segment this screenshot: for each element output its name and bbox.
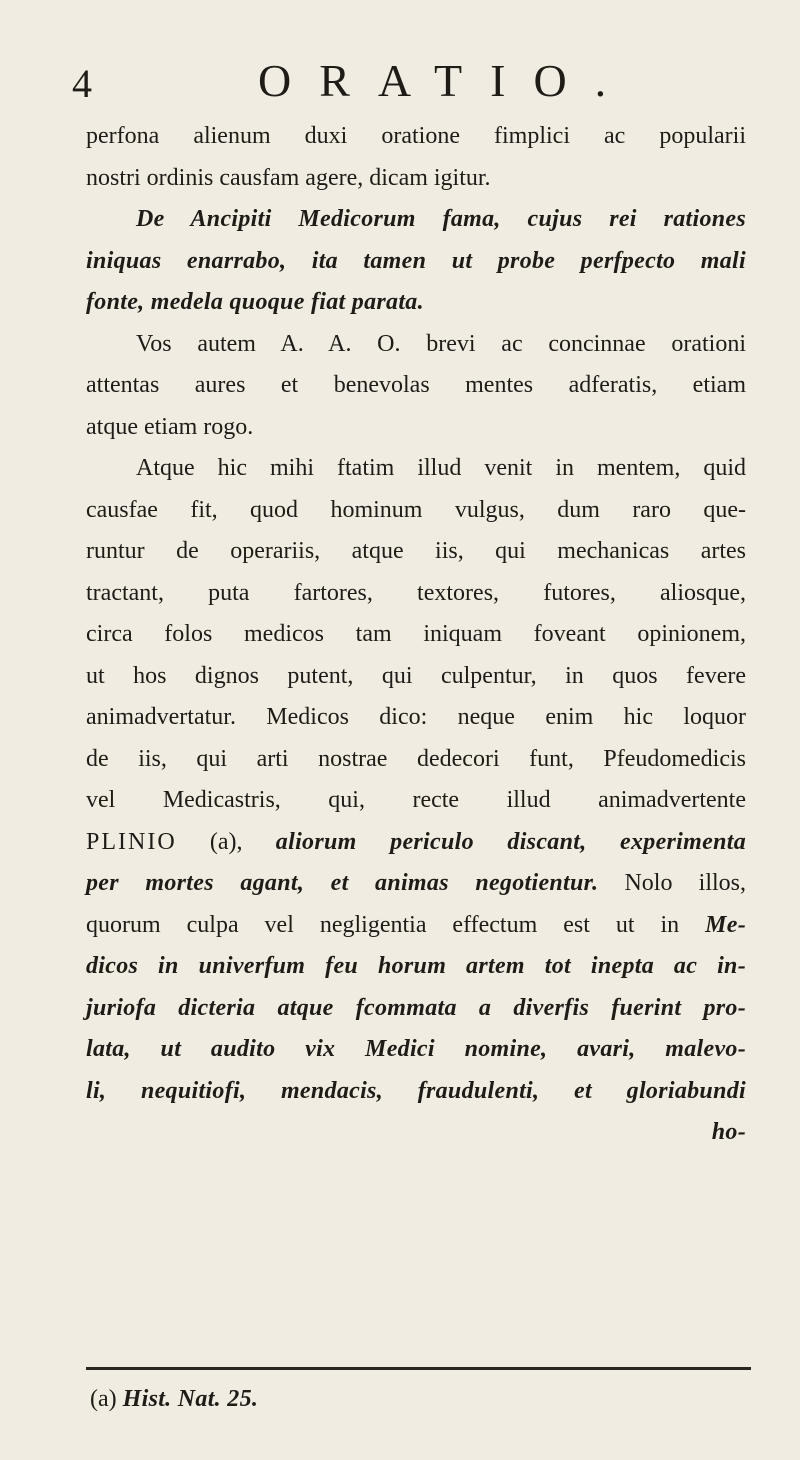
text-line bbox=[86, 905, 746, 947]
text-segment: atque etiam rogo. bbox=[86, 413, 254, 440]
text-line bbox=[86, 573, 746, 615]
footnote-text: Hist. Nat. 25. bbox=[122, 1386, 259, 1412]
text-segment: runtur de operariis, atque iis, qui mechanicas artes bbox=[86, 538, 746, 564]
italic-text: iniquas enarrabo, ita tamen ut probe perfpecto mali bbox=[86, 247, 746, 274]
footnote-rule bbox=[86, 1367, 751, 1370]
text-line bbox=[86, 1112, 746, 1154]
text-segment: nostri ordinis causfam agere, dicam igitur. bbox=[86, 164, 491, 191]
text-segment: animadvertatur. Medicos dico: neque enim hic loquor bbox=[86, 704, 746, 730]
italic-text: ho- bbox=[711, 1119, 746, 1145]
text-line bbox=[86, 282, 746, 324]
text-line bbox=[86, 780, 746, 822]
text-line bbox=[86, 365, 746, 407]
italic-text: li, nequitiofi, mendacis, fraudulenti, et gloriabundi bbox=[86, 1077, 746, 1104]
text-segment: causfae fit, quod hominum vulgus, dum raro que- bbox=[86, 496, 746, 523]
text-line bbox=[86, 656, 746, 698]
text-line bbox=[86, 199, 746, 241]
footnote bbox=[90, 1386, 258, 1413]
text-segment: quorum culpa vel negligentia effectum est ut in bbox=[86, 911, 706, 938]
running-title: ORATIO. bbox=[258, 55, 635, 106]
italic-text: fonte, medela quoque fiat parata. bbox=[86, 289, 424, 315]
text-line bbox=[86, 116, 746, 158]
text-segment: vel Medicastris, qui, recte illud animadvertente bbox=[86, 787, 746, 813]
text-line bbox=[86, 988, 746, 1030]
text-segment: Nolo illos, bbox=[598, 870, 747, 896]
italic-text: dicos in univerfum feu horum artem tot inepta ac in- bbox=[86, 953, 746, 979]
text-line bbox=[86, 946, 746, 988]
text-line bbox=[86, 1071, 746, 1113]
footnote-marker: (a) bbox=[90, 1386, 117, 1412]
text-line bbox=[86, 448, 746, 490]
text-line bbox=[86, 407, 746, 449]
text-line bbox=[86, 863, 746, 905]
text-line bbox=[86, 490, 746, 532]
text-segment: (a), bbox=[176, 828, 276, 855]
text-segment: Atque hic mihi ftatim illud venit in mentem, quid bbox=[136, 455, 746, 481]
text-line bbox=[86, 158, 746, 200]
text-line bbox=[86, 531, 746, 573]
text-line bbox=[86, 324, 746, 366]
italic-text: lata, ut audito vix Medici nomine, avari, malevo- bbox=[86, 1036, 746, 1062]
page-number: 4 bbox=[72, 61, 92, 106]
italic-text: aliorum periculo discant, experimenta bbox=[275, 828, 746, 855]
small-caps-name: PLINIO bbox=[86, 828, 177, 855]
text-segment: ut hos dignos putent, qui culpentur, in quos fevere bbox=[86, 662, 746, 689]
text-segment: tractant, puta fartores, textores, futores, aliosque, bbox=[86, 579, 746, 606]
text-line bbox=[86, 1029, 746, 1071]
text-segment: circa folos medicos tam iniquam foveant opinionem, bbox=[86, 621, 746, 647]
text-line bbox=[86, 822, 746, 864]
page-header bbox=[0, 54, 800, 114]
text-line bbox=[86, 614, 746, 656]
italic-text: per mortes agant, et animas negotientur. bbox=[86, 870, 599, 896]
text-segment: perfona alienum duxi oratione fimplici ac popularii bbox=[86, 123, 746, 149]
text-line bbox=[86, 739, 746, 781]
italic-text: De Ancipiti Medicorum fama, cujus rei rationes bbox=[136, 206, 746, 232]
text-line bbox=[86, 697, 746, 739]
italic-text: Me- bbox=[705, 911, 746, 938]
italic-text: juriofa dicteria atque fcommata a diverfis fuerint pro- bbox=[86, 994, 746, 1021]
text-segment: de iis, qui arti nostrae dedecori funt, Pfeudomedicis bbox=[86, 745, 746, 772]
text-line bbox=[86, 241, 746, 283]
text-segment: attentas aures et benevolas mentes adferatis, etiam bbox=[86, 372, 746, 398]
body-text bbox=[86, 116, 746, 1154]
text-segment: Vos autem A. A. O. brevi ac concinnae orationi bbox=[136, 330, 746, 357]
